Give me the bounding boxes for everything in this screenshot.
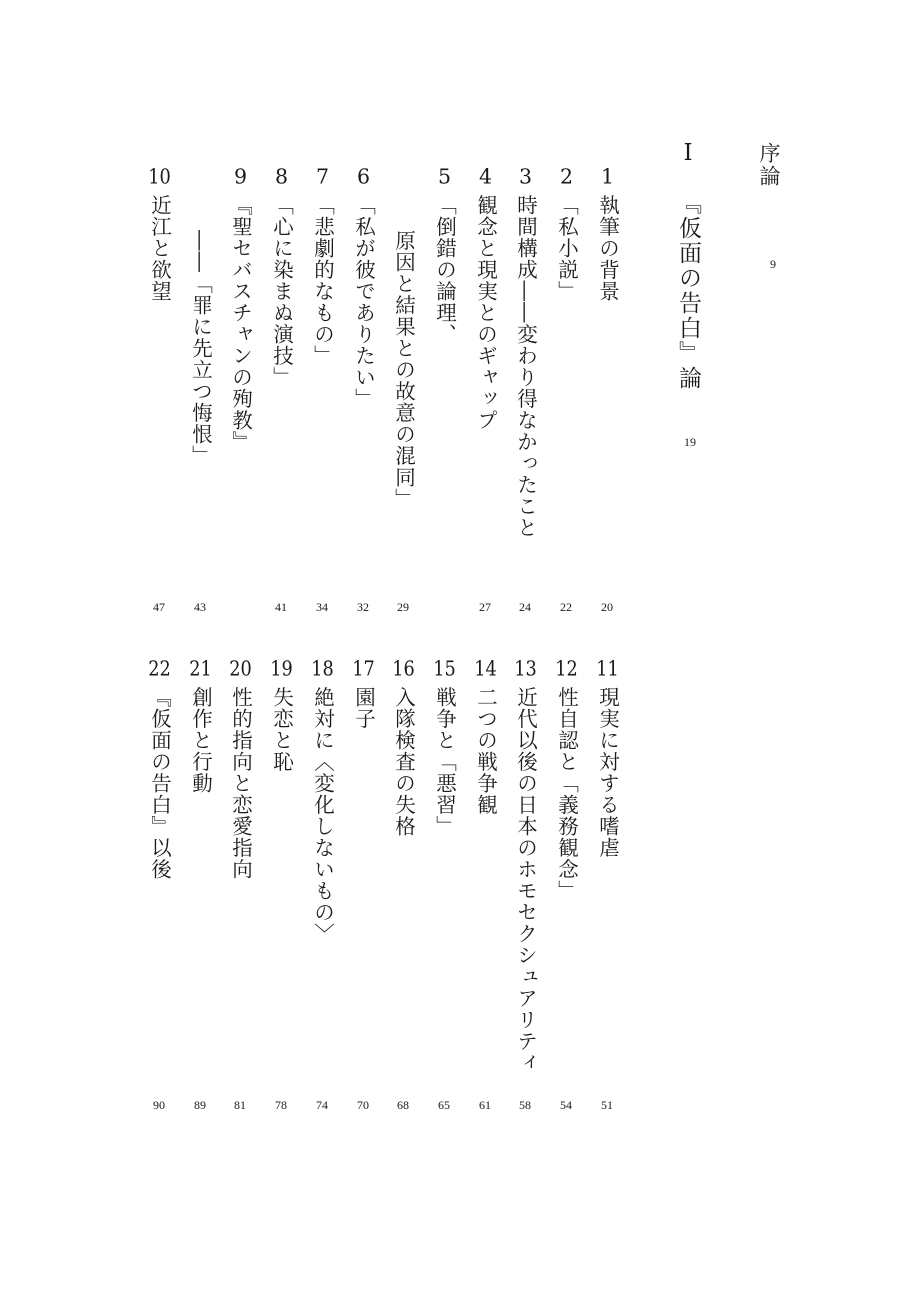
- toc-entry-number: 22: [148, 658, 171, 679]
- toc-entry-number: 5: [437, 166, 452, 187]
- toc-entry-number: 11: [596, 658, 619, 679]
- toc-entry-page: 51: [601, 1098, 613, 1112]
- toc-entry: [312, 658, 333, 945]
- toc-entry-number: 16: [392, 658, 415, 679]
- toc-entry: [230, 658, 251, 880]
- joron-title: 序論: [757, 142, 781, 188]
- toc-entry-page: 58: [519, 1098, 531, 1112]
- toc-entry-title: 絶対に〈変化しないもの〉: [310, 686, 335, 945]
- toc-entry: [515, 166, 536, 539]
- toc-entry-page: 89: [194, 1098, 206, 1112]
- toc-entry-title: ――「罪に先立つ悔恨」: [188, 230, 213, 467]
- toc-entry-page: 22: [560, 600, 572, 614]
- toc-entry: [434, 658, 455, 837]
- toc-entry-number: 8: [274, 166, 289, 187]
- toc-entry-title: 性的指向と恋愛指向: [228, 686, 253, 880]
- toc-entry-title: 執筆の背景: [595, 194, 620, 302]
- toc-entry-number: 1: [600, 166, 615, 187]
- toc-entry-number: 18: [311, 658, 334, 679]
- toc-entry-title: 『聖セバスチャンの殉教』: [228, 194, 253, 453]
- toc-entry-number: 4: [478, 166, 493, 187]
- toc-entry-page: 24: [519, 600, 531, 614]
- toc-entry-title: 入隊検査の失格: [391, 686, 416, 837]
- part1-name: 『仮面の告白』論: [675, 191, 701, 392]
- toc-entry-number: 13: [514, 658, 537, 679]
- toc-entry-title: 失恋と恥: [269, 686, 294, 773]
- joron-page: 9: [770, 257, 776, 271]
- toc-entry-page: 43: [194, 600, 206, 614]
- toc-entry: [393, 230, 414, 510]
- part1-numeral: Ⅰ: [675, 140, 701, 168]
- toc-entry-number: 14: [474, 658, 497, 679]
- toc-entry: [475, 166, 496, 431]
- toc-entry-number: 19: [270, 658, 293, 679]
- toc-entry: [312, 166, 333, 367]
- toc-entry-page: 81: [234, 1098, 246, 1112]
- toc-entry-number: 9: [233, 166, 248, 187]
- toc-entry-number: 3: [518, 166, 533, 187]
- toc-entry-title: 性自認と「義務観念」: [554, 686, 579, 902]
- toc-entry-number: 17: [352, 658, 375, 679]
- toc-entry-page: 47: [153, 600, 165, 614]
- toc-entry-title: 「倒錯の論理、: [432, 194, 457, 345]
- toc-entry-page: 27: [479, 600, 491, 614]
- toc-entry-number: 7: [315, 166, 330, 187]
- toc-entry-page: 54: [560, 1098, 572, 1112]
- toc-entry: [353, 166, 374, 410]
- toc-entry-title: 「悲劇的なもの」: [310, 194, 335, 367]
- toc-entry-page: 70: [357, 1098, 369, 1112]
- toc-entry-title: 「心に染まぬ演技」: [269, 194, 294, 388]
- part1-title: [676, 140, 699, 391]
- toc-entry-title: 『仮面の告白』以後: [147, 686, 172, 880]
- toc-entry-number: 12: [555, 658, 578, 679]
- toc-entry: [556, 166, 577, 302]
- toc-entry: [515, 658, 536, 1074]
- toc-entry-title: 「私小説」: [554, 194, 579, 302]
- toc-entry: [353, 658, 374, 730]
- toc-entry-page: 32: [357, 600, 369, 614]
- toc-entry: [271, 166, 292, 388]
- toc-entry-page: 20: [601, 600, 613, 614]
- toc-entry-number: 10: [148, 166, 171, 187]
- toc-entry-title: 近江と欲望: [147, 194, 172, 302]
- toc-entry: [556, 658, 577, 902]
- toc-entry-title: 近代以後の日本のホモセクシュアリティ: [513, 686, 538, 1074]
- toc-entry-title: 二つの戦争観: [473, 686, 498, 816]
- toc-entry-number: 15: [433, 658, 456, 679]
- toc-entry-title: 園子: [351, 686, 376, 730]
- toc-entry: [597, 658, 618, 859]
- toc-entry-page: 68: [397, 1098, 409, 1112]
- toc-entry: [271, 658, 292, 773]
- toc-entry-page: 74: [316, 1098, 328, 1112]
- toc-entry-page: 61: [479, 1098, 491, 1112]
- toc-entry-title: 戦争と「悪習」: [432, 686, 457, 837]
- toc-entry: [190, 658, 211, 794]
- toc-entry: [393, 658, 414, 837]
- toc-entry-number: 6: [356, 166, 371, 187]
- toc-entry: [149, 658, 170, 880]
- toc-entry: [597, 166, 618, 302]
- toc-entry-title: 時間構成――変わり得なかったこと: [513, 194, 538, 539]
- toc-entry-title: 創作と行動: [188, 686, 213, 794]
- toc-entry-page: 65: [438, 1098, 450, 1112]
- toc-entry: [230, 166, 251, 453]
- toc-entry-title: 観念と現実とのギャップ: [473, 194, 498, 431]
- toc-entry-page: 78: [275, 1098, 287, 1112]
- toc-entry-number: 20: [229, 658, 252, 679]
- toc-entry-title: 原因と結果との故意の混同」: [391, 230, 416, 510]
- toc-entry: [149, 166, 170, 302]
- toc-entry-page: 90: [153, 1098, 165, 1112]
- toc-entry-page: 41: [275, 600, 287, 614]
- toc-entry-page: 34: [316, 600, 328, 614]
- part1-page: 19: [684, 435, 696, 449]
- toc-entry-title: 現実に対する嗜虐: [595, 686, 620, 859]
- toc-entry-title: 「私が彼でありたい」: [351, 194, 376, 410]
- toc-entry-page: 29: [397, 600, 409, 614]
- toc-entry-number: 21: [189, 658, 212, 679]
- toc-entry-number: 2: [559, 166, 574, 187]
- toc-entry: [190, 230, 211, 467]
- toc-entry: [434, 166, 455, 345]
- toc-entry: [475, 658, 496, 816]
